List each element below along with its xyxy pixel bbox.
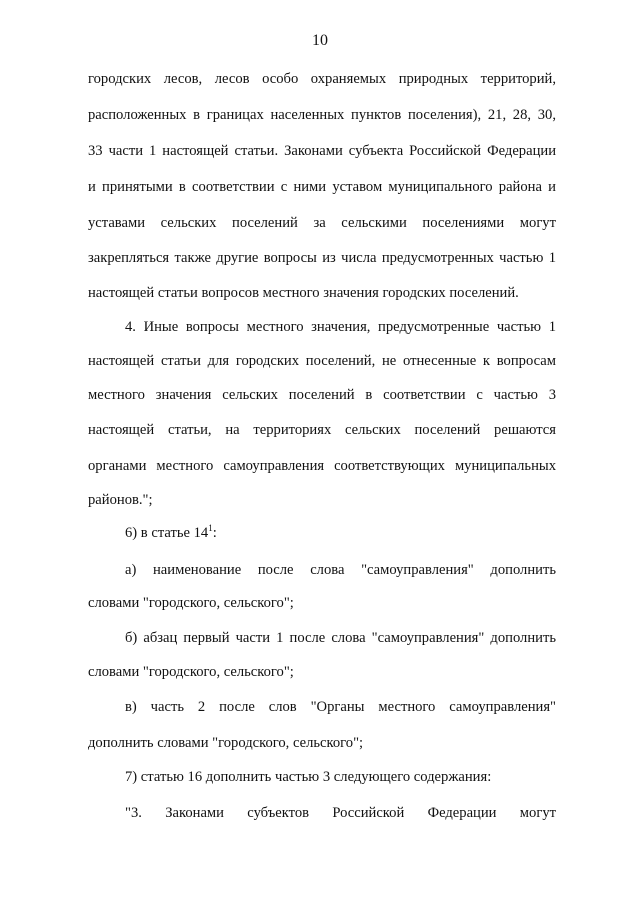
subitem-a-first-line: а) наименование после слова "самоуправления" дополнить — [125, 562, 556, 578]
text-line: и принятыми в соответствии с ними уставом муниципального района и — [88, 179, 556, 195]
text-line: дополнить словами "городского, сельского"; — [88, 735, 364, 751]
text-line: 33 части 1 настоящей статьи. Законами субъекта Российской Федерации — [88, 143, 556, 159]
quoted-part-3-first-line: "3. Законами субъектов Российской Федерации могут — [125, 805, 556, 821]
superscript-1: 1 — [208, 523, 213, 534]
page-number: 10 — [312, 32, 328, 49]
text-line: настоящей статьи для городских поселений, не отнесенные к вопросам — [88, 353, 556, 369]
paragraph-4-first-line: 4. Иные вопросы местного значения, предусмотренные частью 1 — [125, 319, 556, 335]
text-line: органами местного самоуправления соответствующих муниципальных — [88, 458, 556, 474]
item-6-heading — [125, 524, 556, 542]
text-line: местного значения сельских поселений в соответствии с частью 3 — [88, 387, 556, 403]
item-6-text: 6) в статье 14 — [125, 525, 209, 541]
text-line: районов."; — [88, 492, 153, 508]
text-line: закрепляться также другие вопросы из числа предусмотренных частью 1 — [88, 250, 556, 266]
text-line: настоящей статьи вопросов местного значения городских поселений. — [88, 285, 519, 301]
text-line: городских лесов, лесов особо охраняемых природных территорий, — [88, 71, 556, 87]
text-line: словами "городского, сельского"; — [88, 595, 294, 611]
text-line: настоящей статьи, на территориях сельских поселений решаются — [88, 422, 556, 438]
subitem-b-first-line: б) абзац первый части 1 после слова "самоуправления" дополнить — [125, 630, 556, 646]
item-7-heading: 7) статью 16 дополнить частью 3 следующего содержания: — [125, 769, 492, 785]
item-6-colon: : — [212, 525, 217, 541]
text-line: уставами сельских поселений за сельскими поселениями могут — [88, 215, 556, 231]
text-line: расположенных в границах населенных пунктов поселения), 21, 28, 30, — [88, 107, 556, 123]
text-line: словами "городского, сельского"; — [88, 664, 294, 680]
subitem-v-first-line: в) часть 2 после слов "Органы местного самоуправления" — [125, 699, 556, 715]
